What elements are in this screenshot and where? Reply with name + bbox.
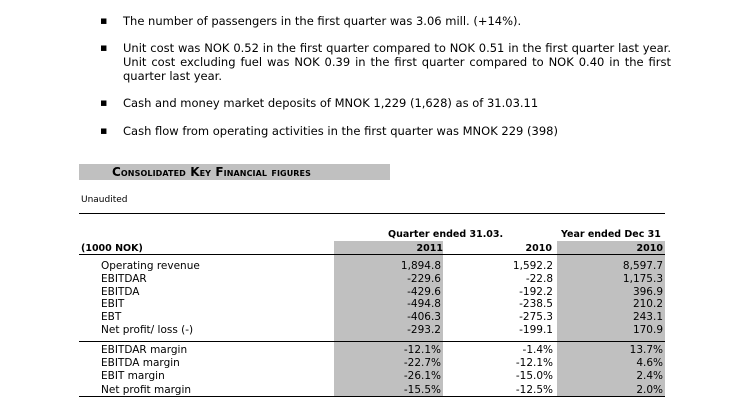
bullet-text: Cash flow from operating activities in the first quarter was MNOK 229 (398) <box>123 124 558 138</box>
cell-q2011: -429.6 <box>407 285 441 298</box>
row-label: Operating revenue <box>101 260 200 272</box>
cell-q2010: -12.5% <box>515 383 553 396</box>
bullet-text: Cash and money market deposits of MNOK 1,229 (1,628) as of 31.03.11 <box>123 96 539 110</box>
section-title <box>79 164 390 180</box>
cell-q2011: -229.6 <box>407 272 441 285</box>
cell-q2010: -238.5 <box>519 298 553 311</box>
table-top-rule <box>79 213 665 214</box>
col-header-year: 2010 <box>636 243 663 254</box>
section-title-text: Consolidated Key Financial figures <box>112 165 311 179</box>
cell-q2010: -12.1% <box>515 357 553 370</box>
cell-q2011: 1,894.8 <box>400 260 441 272</box>
bullet-marker: ▪ <box>100 14 108 27</box>
cell-q2010: -192.2 <box>519 285 553 298</box>
col-header-2010: 2010 <box>525 243 552 254</box>
row-label: EBIT <box>101 298 125 311</box>
row-label: EBITDAR <box>101 272 147 285</box>
row-label: EBIT margin <box>101 370 165 383</box>
unaudited-note: Unaudited <box>81 195 128 205</box>
cell-y2010: 210.2 <box>632 298 663 311</box>
cell-q2011: -293.2 <box>407 324 441 336</box>
cell-y2010: 396.9 <box>632 285 663 298</box>
cell-q2010: 1,592.2 <box>512 260 553 272</box>
row-label: EBITDAR margin <box>101 344 188 356</box>
cell-y2010: 13.7% <box>629 344 663 356</box>
cell-q2011: -12.1% <box>403 344 441 356</box>
bullet-marker: ▪ <box>100 96 108 109</box>
cell-q2010: -15.0% <box>515 370 553 383</box>
cell-y2010: 2.0% <box>636 383 663 396</box>
cell-q2010: -1.4% <box>522 344 553 356</box>
cell-y2010: 2.4% <box>636 370 663 383</box>
cell-q2011: -26.1% <box>403 370 441 383</box>
bottom-rule <box>79 396 665 397</box>
cell-y2010: 4.6% <box>636 357 663 370</box>
cell-q2011: -406.3 <box>407 311 441 324</box>
cell-q2010: -199.1 <box>519 324 553 336</box>
cell-q2011: -494.8 <box>407 298 441 311</box>
bullet-text: Unit cost was NOK 0.52 in the first quarter compared to NOK 0.51 in the first quarter last year. Unit cost excluding fuel was NOK 0.39 in the first quarter compared to NOK 0.40 in the first quarter last year. <box>123 41 671 83</box>
row-label: Net profit margin <box>101 383 192 396</box>
col-header-2011: 2011 <box>416 243 443 254</box>
group-header-quarter: Quarter ended 31.03. <box>388 229 504 240</box>
cell-y2010: 243.1 <box>632 311 663 324</box>
bullet-marker: ▪ <box>100 41 108 54</box>
bullet-marker: ▪ <box>100 124 108 137</box>
cell-q2011: -15.5% <box>403 383 441 396</box>
cell-q2011: -22.7% <box>403 357 441 370</box>
row-label: EBITDA <box>101 285 140 298</box>
unit-label: (1000 NOK) <box>81 243 143 254</box>
cell-y2010: 8,597.7 <box>622 260 663 272</box>
cell-y2010: 1,175.3 <box>622 272 663 285</box>
row-label: Net profit/ loss (-) <box>101 324 194 336</box>
cell-q2010: -275.3 <box>519 311 553 324</box>
cell-q2010: -22.8 <box>525 272 553 285</box>
section-rule <box>79 341 665 342</box>
header-rule <box>79 254 665 255</box>
row-label: EBT <box>101 311 122 324</box>
cell-y2010: 170.9 <box>632 324 663 336</box>
group-header-year: Year ended Dec 31 <box>561 229 661 240</box>
row-label: EBITDA margin <box>101 357 180 370</box>
bullet-text: The number of passengers in the first quarter was 3.06 mill. (+14%). <box>123 14 522 28</box>
